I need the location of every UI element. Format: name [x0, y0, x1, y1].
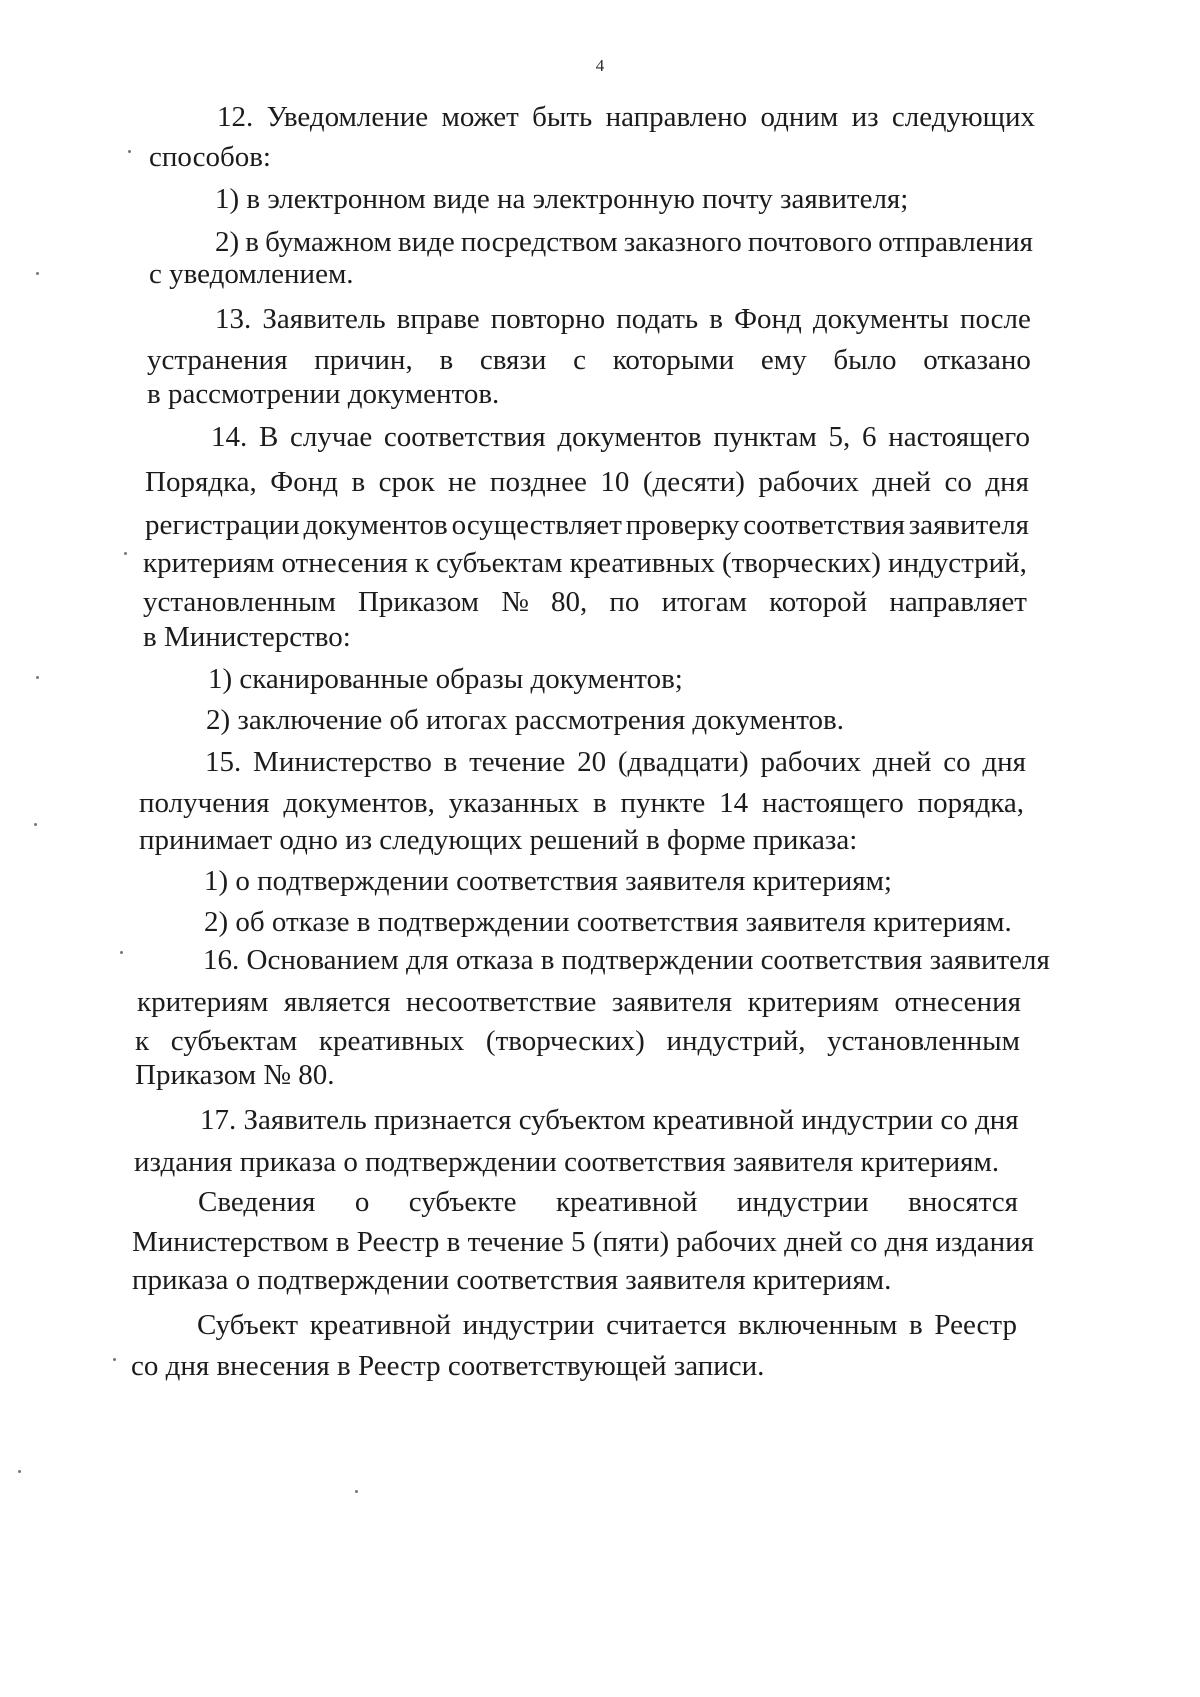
text-line: критериям отнесения к субъектам креативных (творческих) индустрий, [143, 547, 1027, 579]
text-line: получения документов, указанных в пункте 14 настоящего порядка, [139, 787, 1024, 819]
text-line: 13. Заявитель вправе повторно подать в Фонд документы после [215, 303, 1031, 335]
scan-speck [36, 676, 39, 679]
scan-speck [120, 951, 123, 954]
text-line: к субъектам креативных (творческих) индустрий, установленным [135, 1025, 1020, 1057]
text-line: 2) заключение об итогах рассмотрения документов. [206, 704, 844, 736]
text-line: установленным Приказом № 80, по итогам которой направляет [143, 586, 1027, 618]
scan-speck [34, 823, 37, 826]
text-line: Субъект креативной индустрии считается включенным в Реестр [197, 1309, 1017, 1341]
text-line: 16. Основанием для отказа в подтверждении соответствия заявителя [203, 944, 1050, 976]
text-line: принимает одно из следующих решений в форме приказа: [139, 824, 858, 856]
scan-speck [124, 552, 127, 555]
text-line: 2) об отказе в подтверждении соответствия заявителя критериям. [204, 906, 1012, 938]
text-line: 12. Уведомление может быть направлено одним из следующих [217, 101, 1035, 133]
text-line: критериям является несоответствие заявителя критериям отнесения [137, 986, 1021, 1018]
page-number: 4 [595, 56, 605, 75]
text-line: 14. В случае соответствия документов пунктам 5, 6 настоящего [211, 421, 1030, 453]
text-line: регистрации документов осуществляет проверку соответствия заявителя [145, 509, 1029, 541]
text-line: в рассмотрении документов. [147, 378, 500, 410]
scan-speck [128, 150, 131, 153]
text-line: Министерством в Реестр в течение 5 (пяти) рабочих дней со дня издания [132, 1226, 1034, 1258]
text-line: 17. Заявитель признается субъектом креативной индустрии со дня [200, 1104, 1019, 1136]
text-line: издания приказа о подтверждении соответствия заявителя критериям. [134, 1146, 1000, 1178]
text-line: 1) о подтверждении соответствия заявителя критериям; [204, 865, 892, 897]
text-line: со дня внесения в Реестр соответствующей записи. [131, 1350, 765, 1382]
scan-speck [113, 1358, 116, 1361]
text-line: Приказом № 80. [135, 1059, 335, 1091]
text-line: приказа о подтверждении соответствия заявителя критериям. [132, 1264, 892, 1296]
text-line: устранения причин, в связи с которыми ему было отказано [147, 344, 1031, 376]
text-line: Порядка, Фонд в срок не позднее 10 (десяти) рабочих дней со дня [145, 466, 1029, 498]
text-line: 1) сканированные образы документов; [208, 663, 683, 695]
text-line: 15. Министерство в течение 20 (двадцати) рабочих дней со дня [205, 746, 1026, 778]
text-line: 2) в бумажном виде посредством заказного почтового отправления [215, 226, 1033, 258]
scan-speck [36, 272, 39, 275]
text-line: Сведения о субъекте креативной индустрии вносятся [198, 1186, 1018, 1218]
scan-speck [355, 1490, 358, 1493]
text-line: 1) в электронном виде на электронную почту заявителя; [215, 183, 909, 215]
text-line: способов: [149, 141, 271, 173]
text-line: в Министерство: [143, 621, 351, 653]
text-line: с уведомлением. [149, 258, 354, 290]
scan-speck [18, 1470, 21, 1473]
